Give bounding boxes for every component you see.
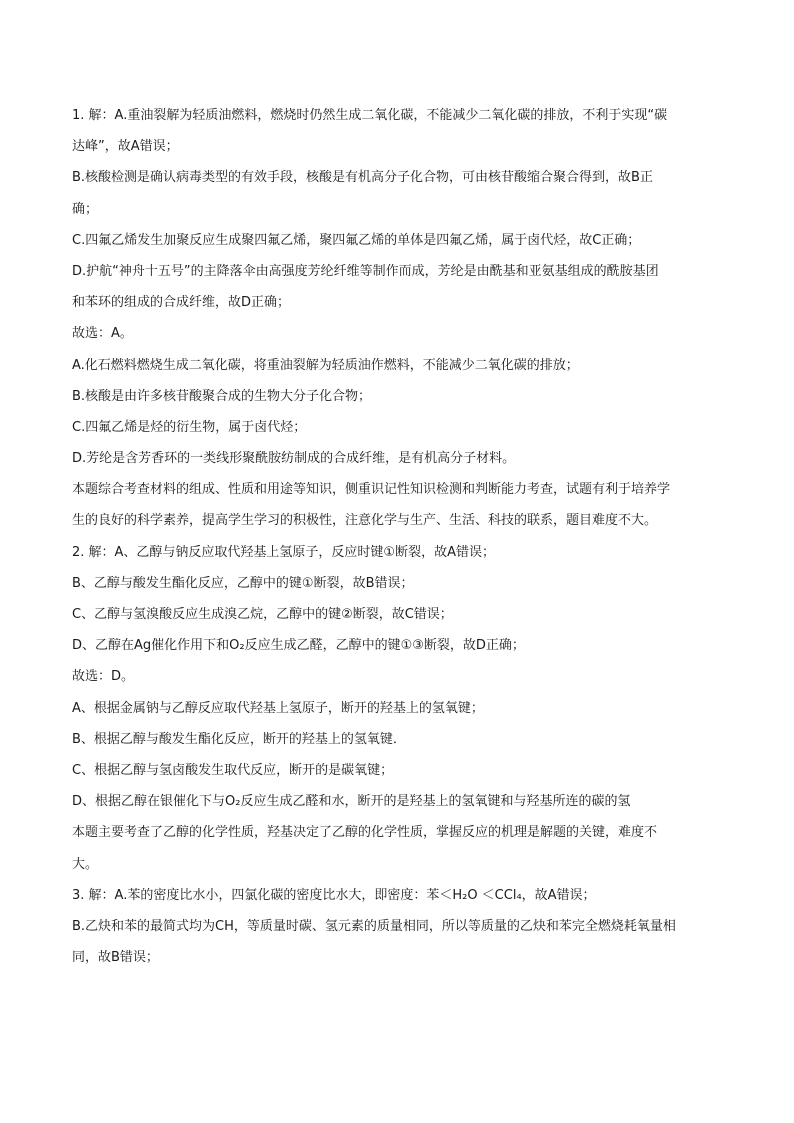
- text-line: 1. 解：A.重油裂解为轻质油燃料，燃烧时仍然生成二氧化碳，不能减少二氧化碳的排放，不利于实现“碳: [72, 108, 668, 123]
- text-line: 确；: [72, 201, 99, 217]
- text-line: 和苯环的组成的合成纤维，故D正确；: [72, 295, 291, 311]
- text-line: 2. 解：A、乙醇与钠反应取代羟基上氢原子，反应时键①断裂，故A错误；: [72, 544, 495, 560]
- text-line: C.四氟乙烯是烃的衍生物，属于卤代烃；: [72, 419, 307, 435]
- text-line: C.四氟乙烯发生加聚反应生成聚四氟乙烯，聚四氟乙烯的单体是四氟乙烯，属于卤代烃，故C正确；: [72, 232, 641, 248]
- text-line: 生的良好的科学素养，提高学生学习的积极性，注意化学与生产、生活、科技的联系，题目难度不大。: [72, 513, 658, 529]
- text-line: A、根据金属钠与乙醇反应取代羟基上氢原子，断开的羟基上的氢氧键；: [72, 700, 484, 716]
- text-line: D、根据乙醇在银催化下与O₂反应生成乙醛和水，断开的是羟基上的氢氧键和与羟基所连的碳的氢: [72, 794, 631, 810]
- text-line: B.核酸检测是确认病毒类型的有效手段，核酸是有机高分子化合物，可由核苷酸缩合聚合得到，故B正: [72, 170, 653, 186]
- text-line: 大。: [72, 856, 99, 872]
- text-line: C、乙醇与氢溴酸反应生成溴乙烷，乙醇中的键②断裂，故C错误；: [72, 607, 453, 622]
- text-line: 本题主要考查了乙醇的化学性质，羟基决定了乙醇的化学性质，掌握反应的机理是解题的关键，难度不: [72, 825, 658, 841]
- text-line: 本题综合考查材料的组成、性质和用途等知识，侧重识记性知识检测和判断能力考查，试题有利于培养学: [72, 482, 671, 498]
- text-line: B、根据乙醇与酸发生酯化反应，断开的羟基上的氢氧键．: [72, 731, 406, 747]
- text-line: D.芳纶是含芳香环的一类线形聚酰胺纺制成的合成纤维，是有机高分子材料。: [72, 451, 516, 467]
- text-line: D、乙醇在Ag催化作用下和O₂反应生成乙醛，乙醇中的键①③断裂，故D正确；: [72, 638, 525, 654]
- text-line: 故选：A。: [72, 326, 133, 342]
- text-line: 故选：D。: [72, 669, 135, 685]
- text-line: B.核酸是由许多核苷酸聚合成的生物大分子化合物；: [72, 388, 372, 404]
- text-line: 3. 解：A.苯的密度比水小，四氯化碳的密度比水大，即密度：苯＜H₂O ＜CCl₄，故A错误；: [72, 887, 596, 903]
- text-line: 同，故B错误；: [72, 950, 159, 966]
- text-line: A.化石燃料燃烧生成二氧化碳，将重油裂解为轻质油作燃料，不能减少二氧化碳的排放；: [72, 357, 579, 373]
- text-line: C、根据乙醇与氢卤酸发生取代反应，断开的是碳氧键；: [72, 762, 394, 778]
- text-line: B、乙醇与酸发生酯化反应，乙醇中的键①断裂，故B错误；: [72, 575, 414, 591]
- text-line: D.护航“神舟十五号”的主降落伞由高强度芳纶纤维等制作而成，芳纶是由酰基和亚氨基组成的酰胺基团: [72, 263, 659, 279]
- text-line: 达峰”，故A错误；: [72, 139, 179, 155]
- text-line: B.乙炔和苯的最简式均为CH，等质量时碳、氢元素的质量相同，所以等质量的乙炔和苯完全燃烧耗氧量相: [72, 918, 676, 934]
- document-body: [72, 100, 722, 973]
